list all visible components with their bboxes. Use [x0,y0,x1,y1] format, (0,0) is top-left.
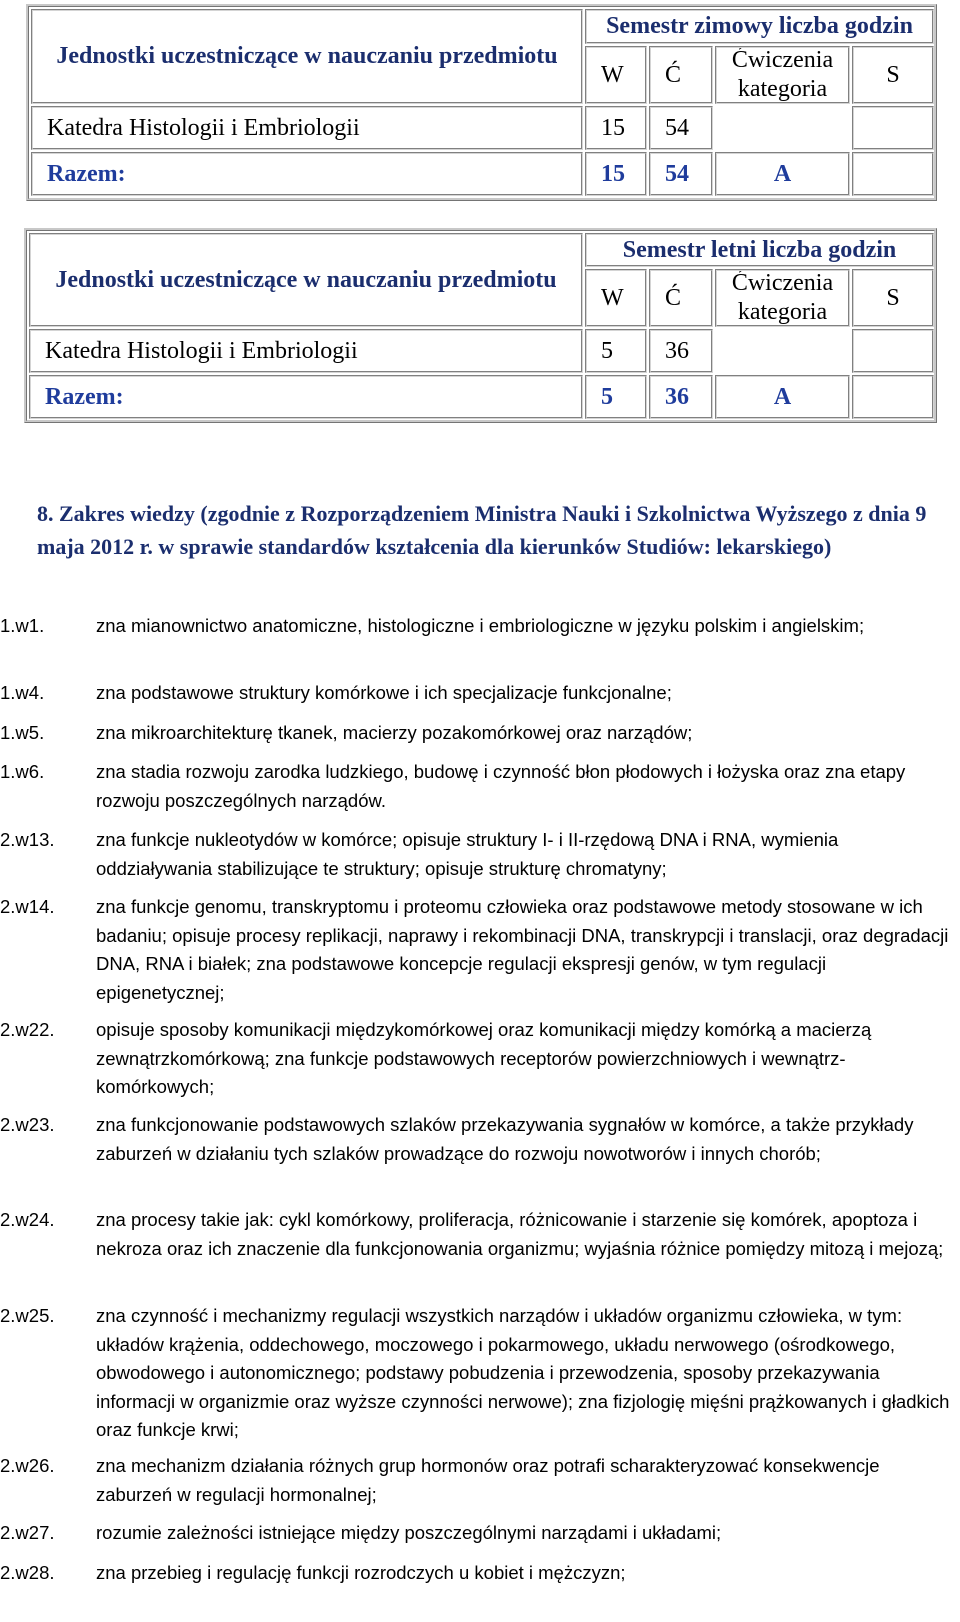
outcome-text: zna przebieg i regulację funkcji rozrodczych u kobiet i mężczyzn; [96,1562,626,1583]
outcome-text: zna funkcje genomu, transkryptomu i proteomu człowieka oraz podstawowe metody stosowane w ich badaniu; opisuje procesy replikacji, naprawy i rekombinacji DNA, transkrypcji i translacji, oraz degradacji DNA, RNA i białek; zna podstawowe koncepcje regulacji ekspresji genów, w tym regulacji epigenetycznej; [96,896,949,1003]
outcome-text: zna mikroarchitekturę tkanek, macierzy pozakomórkowej oraz narządów; [96,722,693,743]
summer-col-category: Ćwiczenia kategoria [715,269,850,327]
summer-total-label: Razem: [29,375,583,419]
outcome-code: 2.w25. [0,1305,55,1326]
winter-total-category: A [715,152,850,196]
summer-total-w: 5 [585,375,647,419]
winter-units-header: Jednostki uczestniczące w nauczaniu przedmiotu [31,9,583,104]
winter-unit-w: 15 [585,106,647,150]
summer-unit-c: 36 [649,329,713,373]
winter-total-w: 15 [585,152,647,196]
outcome-text: zna funkcjonowanie podstawowych szlaków przekazywania sygnałów w komórce, a także przykłady zaburzeń w działaniu tych szlaków prowadzące do rozwoju nowotworów i innych chorób; [96,1114,914,1164]
outcome-text: opisuje sposoby komunikacji międzykomórkowej oraz komunikacji między komórką a macierzą zewnątrzkomórkową; zna funkcje podstawowych receptorów powierzchniowych i wewnątrz-komórkowych; [96,1019,872,1097]
winter-col-c: Ć [649,46,713,104]
winter-col-s: S [852,46,934,104]
summer-semester-header: Semestr letni liczba godzin [585,233,934,267]
summer-col-c: Ć [649,269,713,327]
outcome-code: 1.w5. [0,722,45,743]
outcome-code: 2.w23. [0,1114,55,1135]
summer-unit-w: 5 [585,329,647,373]
outcome-code: 2.w28. [0,1562,55,1583]
outcome-code: 2.w26. [0,1455,55,1476]
outcome-text: zna stadia rozwoju zarodka ludzkiego, budowę i czynność błon płodowych i łożyska oraz zna etapy rozwoju poszczególnych narządów. [96,761,906,811]
outcome-code: 2.w27. [0,1522,55,1543]
outcome-code: 2.w22. [0,1019,55,1040]
summer-col-w: W [585,269,647,327]
outcome-code: 1.w4. [0,682,45,703]
outcome-code: 1.w6. [0,761,45,782]
summer-total-category: A [715,375,850,419]
summer-semester-table [24,228,937,423]
winter-total-label: Razem: [31,152,583,196]
summer-total-c: 36 [649,375,713,419]
outcome-text: zna podstawowe struktury komórkowe i ich specjalizacje funkcjonalne; [96,682,672,703]
summer-units-header: Jednostki uczestniczące w nauczaniu przedmiotu [29,233,583,327]
outcome-text: rozumie zależności istniejące między poszczególnymi narządami i układami; [96,1522,722,1543]
winter-unit-c: 54 [649,106,713,150]
summer-col-s: S [852,269,934,327]
winter-semester-table [26,4,937,201]
outcome-code: 2.w13. [0,829,55,850]
outcome-text: zna funkcje nukleotydów w komórce; opisuje struktury I- i II-rzędową DNA i RNA, wymienia oddziaływania stabilizujące te struktury; opisuje strukturę chromatyny; [96,829,839,879]
winter-col-w: W [585,46,647,104]
summer-unit-label: Katedra Histologii i Embriologii [29,329,583,373]
winter-total-c: 54 [649,152,713,196]
summer-unit-empty [852,329,934,373]
winter-unit-label: Katedra Histologii i Embriologii [31,106,583,150]
outcome-text: zna procesy takie jak: cykl komórkowy, proliferacja, różnicowanie i starzenie się komórek, apoptoza i nekroza oraz ich znaczenie dla funkcjonowania organizmu; wyjaśnia różnice pomiędzy mitozą i mejozą; [96,1209,944,1259]
winter-col-category: Ćwiczenia kategoria [715,46,850,104]
winter-semester-header: Semestr zimowy liczba godzin [585,9,934,44]
outcome-text: zna mechanizm działania różnych grup hormonów oraz potrafi scharakteryzować konsekwencje zaburzeń w regulacji hormonalnej; [96,1455,880,1505]
winter-total-s [852,152,934,196]
outcome-text: zna mianownictwo anatomiczne, histologiczne i embriologiczne w języku polskim i angielskim; [96,615,865,636]
winter-unit-empty [852,106,934,150]
outcome-code: 2.w14. [0,896,55,917]
outcome-code: 2.w24. [0,1209,55,1230]
section-heading: 8. Zakres wiedzy (zgodnie z Rozporządzeniem Ministra Nauki i Szkolnictwa Wyższego z dnia 9 maja 2012 r. w sprawie standardów kształcenia dla kierunków Studiów: lekarskiego) [37,501,927,559]
outcome-text: zna czynność i mechanizmy regulacji wszystkich narządów i układów organizmu człowieka, w tym: układów krążenia, oddechowego, moczowego i pokarmowego, układu nerwowego (ośrodkowego, obwodowego i autonomicznego; podstawy pobudzenia i przewodzenia, sposoby przekazywania informacji w organizmie oraz wyższe czynności nerwowe); zna fizjologię mięśni prążkowanych i gładkich oraz funkcje krwi; [96,1305,950,1440]
summer-total-s [852,375,934,419]
outcome-code: 1.w1. [0,615,45,636]
